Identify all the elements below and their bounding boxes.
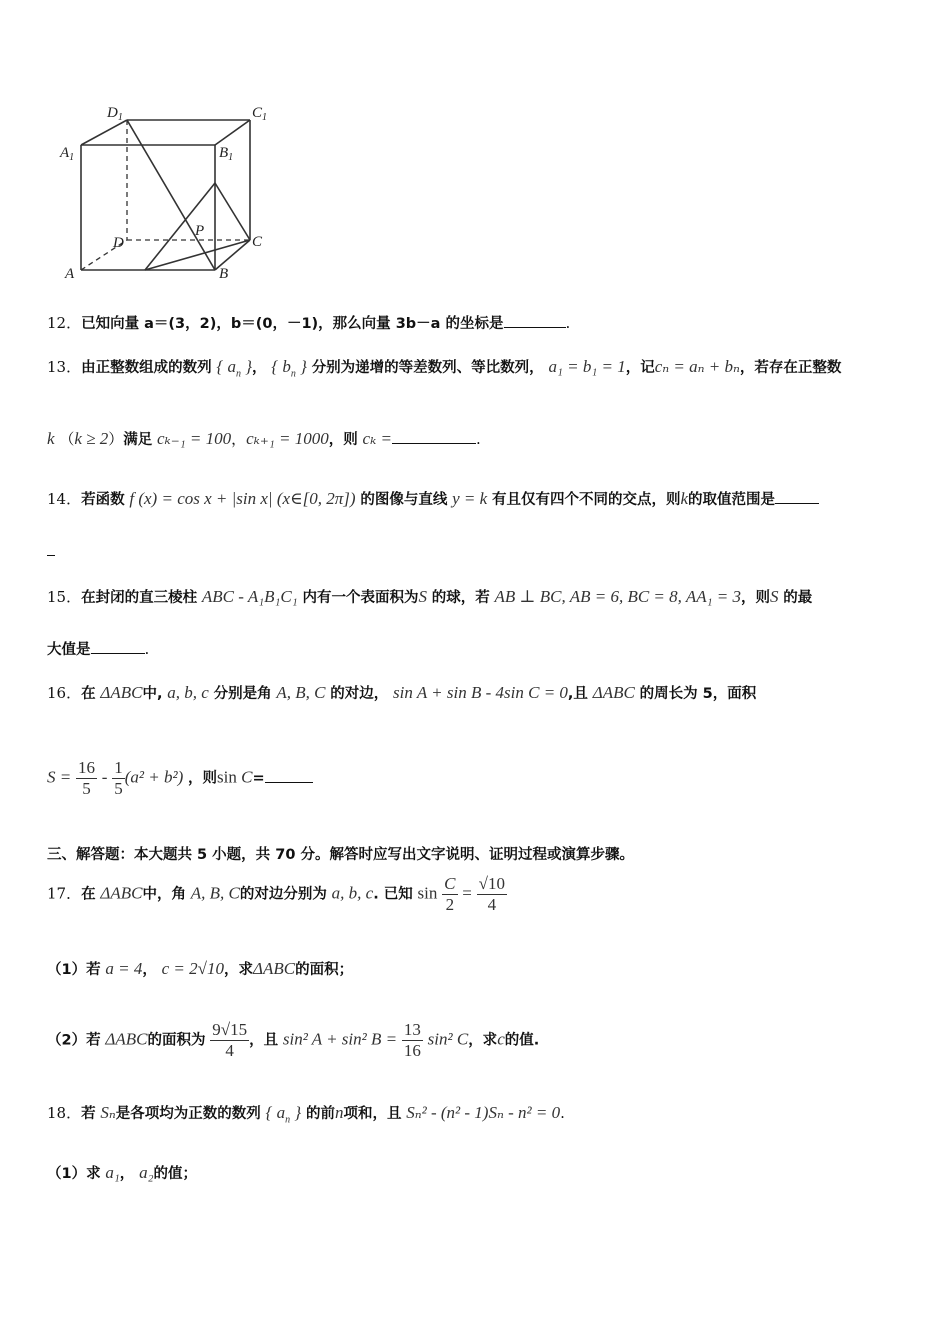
q13-text5: ，若存在正整数	[739, 360, 842, 376]
q15-text5: 的最	[783, 590, 813, 606]
section-3-text: 三、解答题：本大题共 5 小题，共 70 分。解答时应写出文字说明、证明过程或演算步骤。	[47, 847, 634, 863]
q15-number: 15．	[47, 588, 82, 606]
q13-blank	[392, 443, 476, 444]
q16-S: S =	[47, 767, 72, 787]
q14-k: k	[680, 489, 688, 508]
q14-number: 14．	[47, 490, 82, 508]
question-17-part2	[47, 1020, 539, 1061]
q17-triangle: ΔABC	[100, 883, 143, 903]
q13-comma: ，	[252, 360, 267, 376]
q16-text4: 的对边，	[330, 686, 389, 702]
q18-end: .	[560, 1104, 565, 1122]
q16-abc: a, b, c	[167, 683, 209, 702]
q13-eq1: a₁ = b₁ = 1	[548, 357, 626, 376]
q17-p1-area: 的面积；	[295, 962, 354, 978]
q15-text4: ，则	[740, 590, 770, 606]
question-12	[47, 312, 570, 333]
q17-p2-ask: ，求	[468, 1032, 498, 1049]
q15-text3: 的球，若	[431, 590, 490, 606]
q13-number: 13．	[47, 358, 82, 376]
q13-text1: 由正整数组成的数列	[81, 360, 212, 376]
q17-p2-frac: $\frac{13}{16}$	[403, 1020, 421, 1060]
question-13	[47, 356, 841, 379]
q14-text3: 有且仅有四个不同的交点，则	[491, 492, 681, 508]
q17-frac-C: $\frac{C}{2}$	[444, 874, 456, 914]
q15-S: S	[418, 587, 427, 606]
q16-text6: 的周长为 5，面积	[639, 686, 757, 702]
label-B1: $B_1$	[219, 145, 234, 163]
q15-S2: S	[769, 587, 779, 606]
q14-blank-cont	[47, 555, 55, 556]
q16-sinC: sin C	[217, 767, 253, 787]
q14-text4: 的取值范围是	[688, 492, 775, 508]
label-A: A	[65, 266, 75, 282]
q16-frac2: $\frac{1}{5}$	[114, 758, 123, 798]
q13-text7: ，则	[328, 432, 358, 448]
q17-p2-text: 的面积为	[147, 1032, 206, 1049]
q18-n: n	[334, 1103, 344, 1122]
q15-condition: AB ⊥ BC, AB = 6, BC = 8, AA₁ = 3	[494, 587, 741, 606]
q12-blank	[504, 327, 566, 328]
q16-paren: (a² + b²)	[124, 767, 184, 787]
q13-text3: 分别为递增的等差数列、等比数列，	[311, 360, 544, 376]
q13-text6: 满足	[123, 432, 153, 448]
question-17-part1	[47, 958, 353, 979]
q14-blank	[775, 503, 819, 504]
label-D: D	[113, 235, 124, 251]
q18-equation: Sₙ² - (n² - 1)Sₙ - n² = 0	[406, 1103, 561, 1122]
question-15-cont	[47, 638, 149, 659]
q13-seq-b: { $b_n$ }	[271, 357, 307, 380]
q15-end: .	[144, 640, 150, 658]
question-14	[47, 488, 819, 509]
q13-ck1: cₖ₋₁ = 100	[157, 429, 232, 448]
q18-number: 18．	[47, 1104, 82, 1122]
q17-p2-frac-area: $\frac{9√15}{4}$	[212, 1020, 248, 1060]
q13-k: k	[47, 429, 55, 448]
q16-equation: sin A + sin B - 4sin C = 0	[393, 683, 568, 702]
q13-ck: cₖ =	[362, 429, 392, 448]
q17-p2-eq: sin² A + sin² B =	[282, 1029, 398, 1049]
cube-figure	[55, 95, 345, 295]
label-C1: $C_1$	[252, 105, 268, 123]
q17-number: 17．	[47, 884, 82, 903]
label-A1: $A_1$	[60, 145, 75, 163]
q18-a1: a₁	[105, 1163, 120, 1182]
question-18	[47, 1102, 565, 1125]
q17-p2-c: c	[497, 1029, 505, 1049]
q16-minus: -	[101, 767, 108, 787]
question-18-part1	[47, 1162, 197, 1183]
q18-p1-value: 的值；	[153, 1166, 197, 1182]
q16-equals: =	[252, 770, 265, 787]
q14-line: y = k	[452, 489, 488, 508]
section-3-heading	[47, 843, 634, 864]
q13-seq-a: { $a_n$ }	[216, 357, 252, 380]
q16-triangle2: ΔABC	[592, 683, 635, 702]
q16-text2: 中,	[142, 686, 163, 702]
label-B: B	[219, 266, 229, 282]
q17-p1-triangle: ΔABC	[253, 959, 296, 978]
q16-text1: 在	[81, 686, 96, 702]
question-16-cont	[47, 758, 313, 799]
q17-p1-label: （1）若	[47, 962, 101, 978]
label-P: P	[195, 223, 205, 239]
q18-p1-comma: ，	[119, 1166, 135, 1182]
q17-p1-ask: ，求	[224, 962, 253, 978]
q13-eq2: cₙ = aₙ + bₙ	[654, 357, 740, 376]
q15-blank	[91, 653, 145, 654]
question-13-cont: k （k ≥ 2）满足 cₖ₋₁ = 100，cₖ₊₁ = 1000，则 cₖ = .	[47, 429, 481, 448]
q16-text3: 分别是角	[213, 686, 272, 702]
q18-text4: 项和，且	[343, 1106, 402, 1122]
q16-angles: A, B, C	[276, 683, 326, 702]
q17-p2-sinC: sin² C	[427, 1029, 469, 1049]
question-15	[47, 586, 812, 607]
q18-a2: a₂	[139, 1163, 154, 1182]
q16-frac1: $\frac{16}{5}$	[78, 758, 96, 798]
label-C: C	[252, 234, 263, 250]
q15-text6: 大值是	[47, 642, 91, 658]
q18-Sn: Sₙ	[100, 1103, 116, 1122]
q17-frac-root: $\frac{√10}{4}$	[478, 874, 505, 914]
q15-text2: 内有一个表面积为	[302, 590, 419, 606]
q17-text3: 的对边分别为	[239, 886, 327, 903]
q16-triangle: ΔABC	[100, 683, 143, 702]
q18-seq: { $a_n$ }	[265, 1103, 302, 1126]
q17-text2: 中，角	[142, 886, 186, 903]
q16-blank	[265, 782, 313, 783]
q16-number: 16．	[47, 684, 82, 702]
question-16	[47, 682, 756, 703]
q17-p2-label: （2）若	[47, 1032, 101, 1049]
q17-p1-comma: ，	[142, 962, 157, 978]
q17-p2-triangle: ΔABC	[105, 1029, 148, 1049]
q14-text2: 的图像与直线	[360, 492, 448, 508]
label-D1: $D_1$	[107, 105, 123, 123]
q18-text3: 的前	[305, 1106, 335, 1122]
q17-sin: sin	[417, 883, 438, 903]
q17-p2-and: ，且	[249, 1032, 279, 1049]
q13-text4: ，记	[625, 360, 655, 376]
q18-p1-label: （1）求	[47, 1166, 101, 1182]
q16-text5: ,且	[567, 686, 588, 702]
q13-end: .	[476, 430, 481, 448]
q17-a4: a = 4	[105, 959, 143, 978]
q13-ck2: cₖ₊₁ = 1000	[246, 429, 329, 448]
q17-c: c = 2√10	[161, 959, 224, 978]
q17-p2-value: 的值.	[504, 1032, 540, 1049]
q18-text2: 是各项均为正数的数列	[115, 1106, 261, 1122]
q12-number: 12．	[47, 314, 82, 332]
question-17	[47, 874, 507, 915]
q17-angles: A, B, C	[190, 883, 240, 903]
q17-eq: =	[462, 883, 472, 903]
q16-text7: ，则	[188, 770, 218, 787]
q12-end: .	[565, 314, 571, 332]
q13-kcond: k ≥ 2	[74, 429, 109, 448]
q17-text4: . 已知	[373, 886, 413, 903]
q12-text: 已知向量 a＝(3，2)，b＝(0，－1)，那么向量 3b－a 的坐标是	[81, 316, 504, 332]
q15-text1: 在封闭的直三棱柱	[81, 590, 198, 606]
q14-text1: 若函数	[81, 492, 125, 508]
q18-text1: 若	[81, 1106, 96, 1122]
q14-function: f (x) = cos x + |sin x| (x∈[0, 2π])	[129, 489, 356, 508]
q15-prism: ABC - A₁B₁C₁	[201, 587, 298, 606]
q17-text1: 在	[81, 886, 96, 903]
q17-sides: a, b, c	[331, 883, 374, 903]
